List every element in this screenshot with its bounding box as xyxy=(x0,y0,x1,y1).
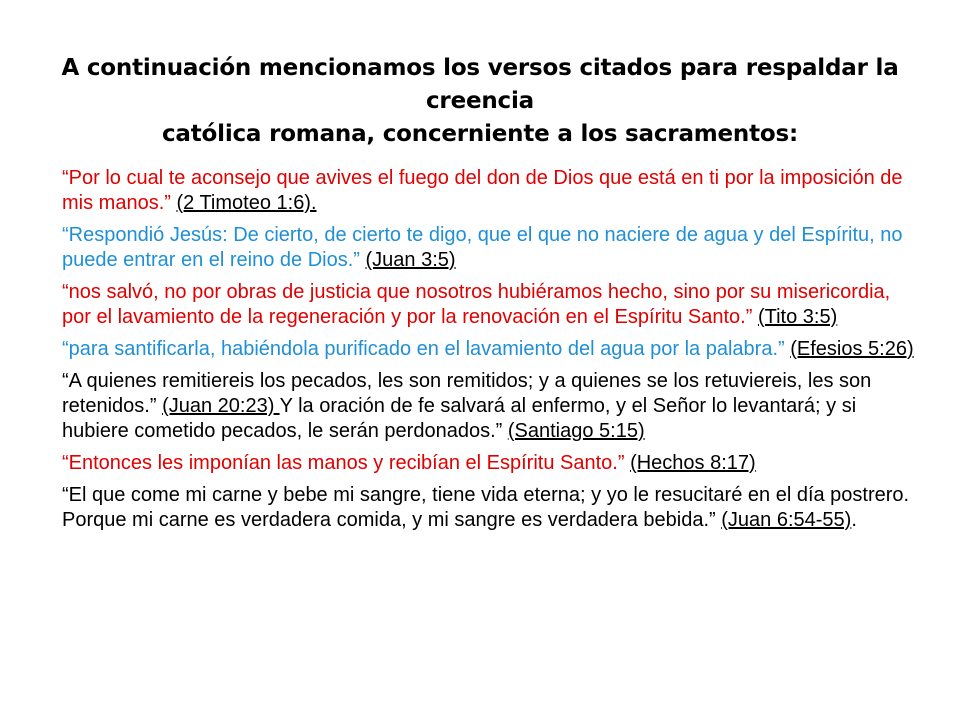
verse-reference: (Efesios 5:26) xyxy=(790,338,914,360)
title-line-2: católica romana, concerniente a los sacramentos: xyxy=(161,121,798,147)
verse-juan-3 xyxy=(62,223,924,273)
verse-text: “El que come mi carne y bebe mi sangre, tiene vida eterna; y yo le resucitaré en el día postrero. Porque mi carne es verdadera comida, y mi sangre es verdadera bebida.” xyxy=(62,484,910,531)
verse-list xyxy=(62,166,924,540)
verse-reference: (Tito 3:5) xyxy=(757,306,838,328)
verse-reference-2: (Santiago 5:15) xyxy=(507,420,645,442)
verse-efesios xyxy=(62,337,924,362)
title-line-1: A continuación mencionamos los versos citados para respaldar la creencia xyxy=(61,55,899,114)
verse-reference: (Hechos 8:17) xyxy=(630,452,756,474)
verse-reference: (Juan 20:23) xyxy=(162,395,280,417)
verse-trailing-period: . xyxy=(851,509,857,531)
verse-juan-20-santiago xyxy=(62,369,924,444)
verse-text: “Respondió Jesús: De cierto, de cierto te digo, que el que no naciere de agua y del Espíritu, no puede entrar en el reino de Dios.” xyxy=(62,224,903,271)
verse-text: “Por lo cual te aconsejo que avives el fuego del don de Dios que está en ti por la imposición de mis manos.” xyxy=(62,167,903,214)
verse-juan-6 xyxy=(62,483,924,533)
verse-hechos xyxy=(62,451,924,476)
slide-title xyxy=(60,52,900,151)
verse-reference: (Juan 3:5) xyxy=(365,249,456,271)
verse-2-timoteo xyxy=(62,166,924,216)
verse-text-continued: Y la oración de fe salvará al enfermo, y el Señor lo levantará; y si hubiere cometido pecados, le serán perdonados.” xyxy=(62,395,857,442)
verse-reference: (Juan 6:54-55) xyxy=(721,509,852,531)
verse-text: “Entonces les imponían las manos y recibían el Espíritu Santo.” xyxy=(62,452,631,474)
verse-text: “nos salvó, no por obras de justicia que nosotros hubiéramos hecho, sino por su misericordia, por el lavamiento de la regeneración y por la renovación en el Espíritu Santo.” xyxy=(62,281,891,328)
verse-tito xyxy=(62,280,924,330)
verse-text: “A quienes remitiereis los pecados, les son remitidos; y a quienes se los retuviereis, les son retenidos.” xyxy=(62,370,872,417)
verse-text: “para santificarla, habiéndola purificado en el lavamiento del agua por la palabra.” xyxy=(62,338,791,360)
verse-reference: (2 Timoteo 1:6). xyxy=(176,192,317,214)
